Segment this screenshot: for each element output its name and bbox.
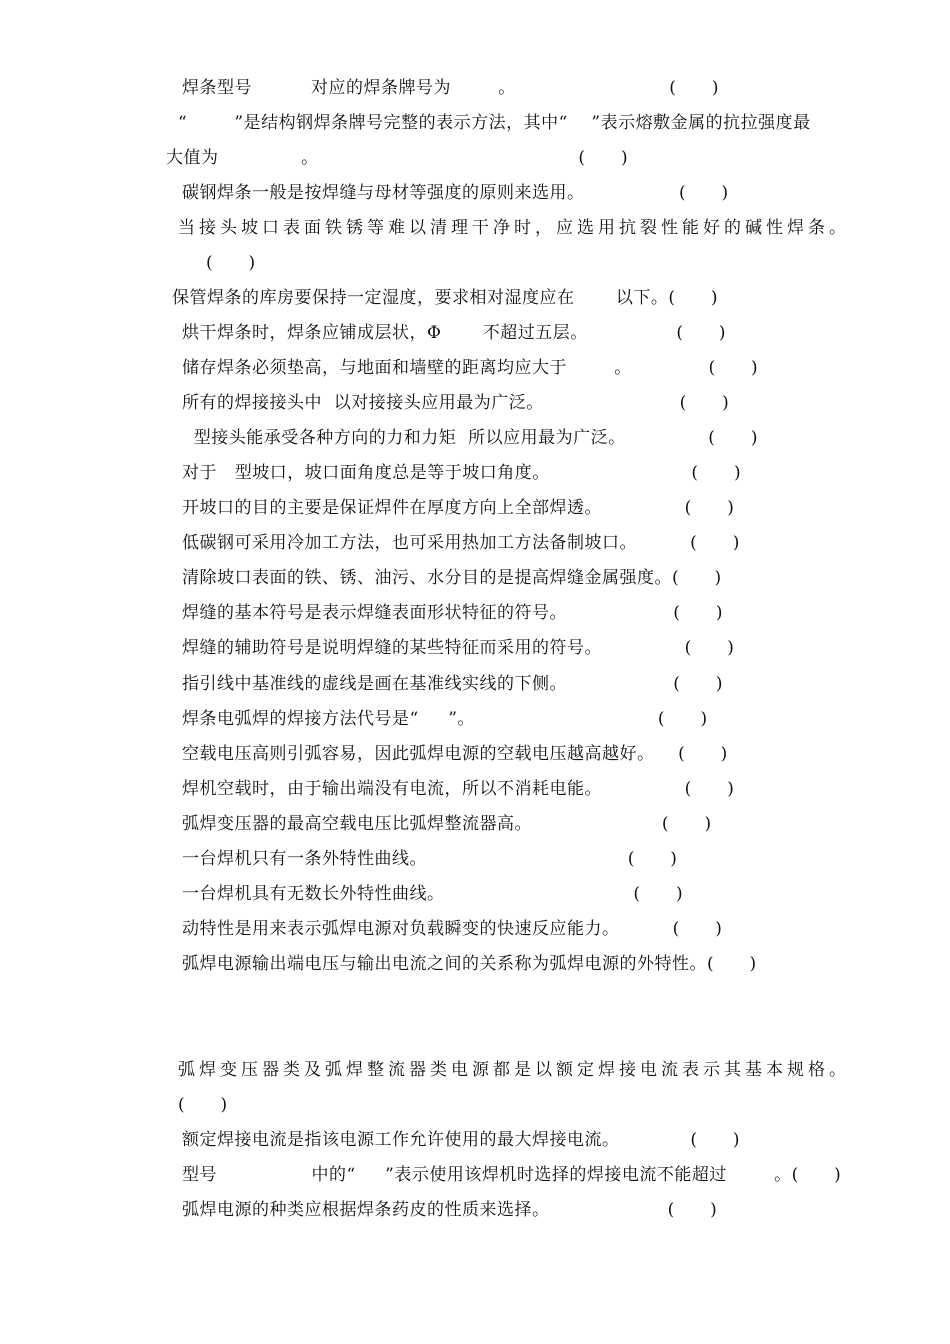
question-line: 碳钢焊条一般是按焊缝与母材等强度的原则来选用。 ( ) bbox=[182, 183, 729, 203]
question-line: 所有的焊接接头中 以对接接头应用最为广泛。 ( ) bbox=[182, 393, 730, 413]
question-line: 大值为 。 ( ) bbox=[166, 148, 629, 168]
question-line: 动特性是用来表示弧焊电源对负载瞬变的快速反应能力。 ( ) bbox=[182, 919, 723, 939]
question-line: 储存焊条必须垫高，与地面和墙壁的距离均应大于 。 ( ) bbox=[182, 358, 759, 378]
question-line: 额定焊接电流是指该电源工作允许使用的最大焊接电流。 ( ) bbox=[182, 1130, 741, 1150]
question-line: “ ”是结构钢焊条牌号完整的表示方法，其中“ ”表示熔敷金属的抗拉强度最 bbox=[178, 113, 811, 133]
question-line: 指引线中基准线的虚线是画在基准线实线的下侧。 ( ) bbox=[182, 674, 723, 694]
question-line: 当接头坡口表面铁锈等难以清理干净时，应选用抗裂性能好的碱性焊条。 bbox=[178, 218, 850, 238]
question-line: 烘干焊条时，焊条应铺成层状，Φ 不超过五层。 ( ) bbox=[182, 323, 727, 343]
question-line: 型接头能承受各种方向的力和力矩 所以应用最为广泛。 ( ) bbox=[182, 428, 758, 448]
question-line: 弧焊变压器类及弧焊整流器类电源都是以额定焊接电流表示其基本规格。 bbox=[178, 1060, 850, 1080]
question-line: 开坡口的目的主要是保证焊件在厚度方向上全部焊透。 ( ) bbox=[182, 498, 735, 518]
question-line: 焊缝的辅助符号是说明焊缝的某些特征而采用的符号。 ( ) bbox=[182, 638, 735, 658]
answer-bracket: ( ) bbox=[178, 1095, 228, 1115]
question-line: 焊条电弧焊的焊接方法代号是“ ”。 ( ) bbox=[182, 709, 708, 729]
question-line: 空载电压高则引弧容易，因此弧焊电源的空载电压越高越好。 ( ) bbox=[182, 744, 728, 764]
question-line: 焊条型号 对应的焊条牌号为 。 ( ) bbox=[182, 78, 719, 98]
question-line: 弧焊电源的种类应根据焊条药皮的性质来选择。 ( ) bbox=[182, 1200, 718, 1220]
question-line: 一台焊机只有一条外特性曲线。 ( ) bbox=[182, 849, 678, 869]
question-line: 保管焊条的库房要保持一定湿度，要求相对湿度应在 以下。( ) bbox=[172, 288, 719, 308]
answer-bracket: ( ) bbox=[206, 253, 256, 273]
question-line: 焊机空载时，由于输出端没有电流，所以不消耗电能。 ( ) bbox=[182, 779, 735, 799]
question-line: 清除坡口表面的铁、锈、油污、水分目的是提高焊缝金属强度。( ) bbox=[182, 568, 722, 588]
question-line: 低碳钢可采用冷加工方法，也可采用热加工方法备制坡口。 ( ) bbox=[182, 533, 740, 553]
question-line: 弧焊变压器的最高空载电压比弧焊整流器高。 ( ) bbox=[182, 814, 712, 834]
question-line: 一台焊机具有无数长外特性曲线。 ( ) bbox=[182, 884, 684, 904]
question-line: 对于 型坡口，坡口面角度总是等于坡口角度。 ( ) bbox=[182, 463, 742, 483]
question-line: 焊缝的基本符号是表示焊缝表面形状特征的符号。 ( ) bbox=[182, 603, 723, 623]
question-line: 弧焊电源输出端电压与输出电流之间的关系称为弧焊电源的外特性。( ) bbox=[182, 954, 757, 974]
question-line: 型号 中的“ ”表示使用该焊机时选择的焊接电流不能超过 。( ) bbox=[182, 1165, 842, 1185]
